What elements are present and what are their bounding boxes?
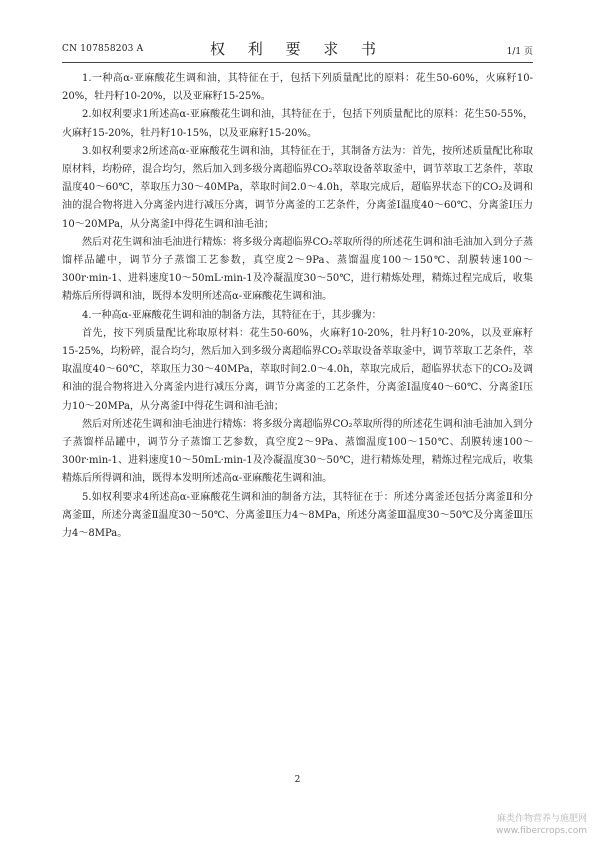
claim-5: 5.如权利要求4所述高α-亚麻酸花生调和油的制备方法，其特征在于：所述分离釜还包括分离釜Ⅱ和分离釜Ⅲ，所述分离釜Ⅱ温度30～50℃、分离釜Ⅱ压力4～8MPa，所述分离釜Ⅲ温度30～50℃及分离釜Ⅲ压力4～8MPa。	[62, 491, 534, 540]
watermark-url: www.fibercrops.com	[496, 826, 587, 836]
claims-body	[62, 70, 533, 543]
claim-4-step-1: 首先，按下列质量配比称取原材料：花生50-60%，火麻籽10-20%，牡丹籽10-20%，以及亚麻籽15-25%，均粉碎，混合均匀，然后加入到多级分离超临界CO₂萃取设备萃取釜中，调节萃取工艺条件，萃取温度40～60℃，萃取压力30～40MPa，萃取时间2.0～4.0h，萃取完成后，超临界状态下的CO₂及调和油的混合物将进入分离釜内进行减压分离，调节分离釜的工艺条件，分离釜Ⅰ温度40～60℃、分离釜Ⅰ压力10～20MPa，从分离釜Ⅰ中得花生调和油毛油；	[62, 327, 533, 412]
watermark	[496, 813, 587, 837]
claim-3: 3.如权利要求2所述高α-亚麻酸花生调和油，其特征在于，其制备方法为：首先，按所述质量配比称取原材料，均粉碎，混合均匀，然后加入到多级分离超临界CO₂萃取设备萃取釜中，调节萃取工艺条件，萃取温度40～60℃，萃取压力30～40MPa，萃取时间2.0～4.0h，萃取完成后，超临界状态下的CO₂及调和油的混合物将进入分离釜内进行减压分离，调节分离釜的工艺条件，分离釜Ⅰ温度40～60℃、分离釜Ⅰ压力10～20MPa，从分离釜Ⅰ中得花生调和油毛油；	[62, 145, 533, 230]
claim-3-refining: 然后对花生调和油毛油进行精炼：将多级分离超临界CO₂萃取所得的所述花生调和油毛油加入到分子蒸馏样品罐中，调节分子蒸馏工艺参数，真空度2～9Pa、蒸馏温度100～150℃、刮膜转速100～300r·min-1、进料速度10～50mL·min-1及冷凝温度30～50℃，进行精炼处理，精炼过程完成后，收集精炼后所得调和油，既得本发明所述高α-亚麻酸花生调和油。	[62, 236, 533, 303]
page-number: 2	[294, 775, 301, 785]
page-count: 1/1 页	[506, 47, 533, 57]
claim-4: 4.一种高α-亚麻酸花生调和油的制备方法，其特征在于，其步骤为：	[82, 309, 382, 321]
claim-1: 1.一种高α-亚麻酸花生调和油，其特征在于，包括下列质量配比的原料：花生50-60%，火麻籽10-20%，牡丹籽10-20%，以及亚麻籽15-25%。	[62, 73, 533, 103]
publication-number: CN 107858203 A	[62, 44, 144, 54]
header-rule	[62, 62, 533, 63]
claim-2: 2.如权利要求1所述高α-亚麻酸花生调和油，其特征在于，包括下列质量配比的原料：花生50-55%，火麻籽15-20%，牡丹籽10-15%，以及亚麻籽15-20%。	[62, 109, 533, 139]
page-header	[62, 38, 533, 60]
claim-4-step-2: 然后对所述花生调和油毛油进行精炼：将多级分离超临界CO₂萃取所得的所述花生调和油毛油加入到分子蒸馏样品罐中，调节分子蒸馏工艺参数，真空度2～9Pa、蒸馏温度100～150℃、刮膜转速100～300r·min-1、进料速度10～50mL·min-1及冷凝温度30～50℃，进行精炼处理，精炼过程完成后，收集精炼后所得调和油，既得本发明所述高α-亚麻酸花生调和油。	[62, 418, 533, 485]
watermark-site-name: 麻类作物营养与施肥网	[496, 814, 587, 824]
document-title: 权 利 要 求 书	[209, 40, 386, 58]
